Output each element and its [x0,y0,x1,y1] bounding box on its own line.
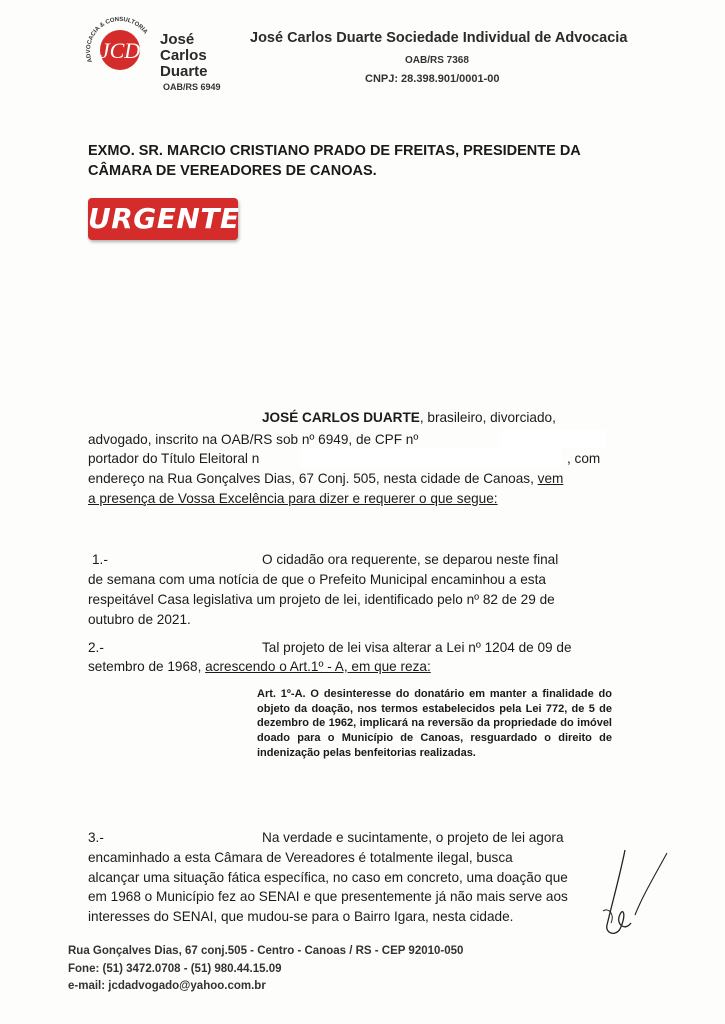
item-1-line-2: de semana com uma notícia de que o Prefeito Municipal encaminhou a esta [88,572,546,587]
firm-logo [85,12,155,82]
footer-email: e-mail: jcdadvogado@yahoo.com.br [68,980,266,992]
intro-line-5: a presença de Vossa Excelência para dizer e requerer o que segue: [88,491,498,506]
item-2-line-2 [88,657,431,677]
firm-oab: OAB/RS 7368 [405,55,469,66]
item-2-line-2-text: setembro de 1968, [88,659,206,674]
item-3-line-3: alcançar uma situação fática específica, no caso em concreto, uma doação que [88,870,568,885]
footer-address: Rua Gonçalves Dias, 67 conj.505 - Centro - Canoas / RS - CEP 92010-050 [68,945,464,957]
urgent-label: URGENTE [88,202,240,235]
logo-name-line-1: José [160,31,195,48]
logo-name-line-3: Duarte [160,63,208,80]
logo-name [160,32,208,80]
item-1-number: 1.- [92,552,108,567]
intro-line-1 [262,408,556,428]
intro-line-3b: , com [567,451,601,466]
intro-line-4-text: endereço na Rua Gonçalves Dias, 67 Conj. 505, nesta cidade de Canoas, [88,471,538,486]
item-3-line-4: em 1968 o Município fez ao SENAI e que presentemente já não mais serve aos [88,889,568,904]
addressee-line-2: CÂMARA DE VEREADORES DE CANOAS. [88,163,377,179]
logo-oab: OAB/RS 6949 [163,82,221,92]
logo-name-line-2: Carlos [160,47,207,64]
urgent-badge [88,198,238,240]
item-1-line-3: respeitável Casa legislativa um projeto de lei, identificado pelo nº 82 de 29 de [88,592,555,607]
item-2-line-2-underlined: acrescendo o Art.1º - A, em que reza: [205,659,431,674]
redaction-cpf [500,430,605,448]
logo-arc-text: ADVOCACIA & CONSULTORIA [85,16,149,64]
item-1-line-1: O cidadão ora requerente, se deparou neste final [262,552,559,567]
quoted-article: Art. 1º-A. O desinteresse do donatário em manter a finalidade do objeto da doação, nos termos estabelecidos pela Lei 772, de 5 de dezembro de 1962, implicará na reversão da propriedade do imóvel doado para o Município de Canoas, resguardado o direito de indenização pelas benfeitorias realizadas. [257,688,612,759]
petitioner-name: JOSÉ CARLOS DUARTE [262,410,420,425]
intro-line-3a: portador do Título Eleitoral n [88,451,260,466]
addressee-line-1: EXMO. SR. MARCIO CRISTIANO PRADO DE FREITAS, PRESIDENTE DA [88,143,581,159]
item-2-line-1: Tal projeto de lei visa alterar a Lei nº 1204 de 09 de [262,640,572,655]
redaction-title [300,449,562,467]
item-3-number: 3.- [88,830,104,845]
handwritten-signature [595,845,675,940]
item-3-line-2: encaminhado a esta Câmara de Vereadores é totalmente ilegal, busca [88,850,513,865]
logo-initials: JCD [99,38,141,63]
firm-name: José Carlos Duarte Sociedade Individual de Advocacia [250,30,628,46]
item-3-line-5: interesses do SENAI, que mudou-se para o Bairro Igara, nesta cidade. [88,909,514,924]
footer-phone: Fone: (51) 3472.0708 - (51) 980.44.15.09 [68,963,282,975]
firm-cnpj: CNPJ: 28.398.901/0001-00 [365,73,500,85]
intro-line-1-rest: , brasileiro, divorciado, [419,410,556,425]
item-2-number: 2.- [88,640,104,655]
intro-line-4 [88,469,563,489]
item-1-line-4: outubro de 2021. [88,612,191,627]
intro-line-2: advogado, inscrito na OAB/RS sob nº 6949, de CPF nº [88,432,419,447]
intro-line-4-underlined: vem [537,471,564,486]
addressee [88,141,648,181]
item-3-line-1: Na verdade e sucintamente, o projeto de lei agora [262,830,564,845]
